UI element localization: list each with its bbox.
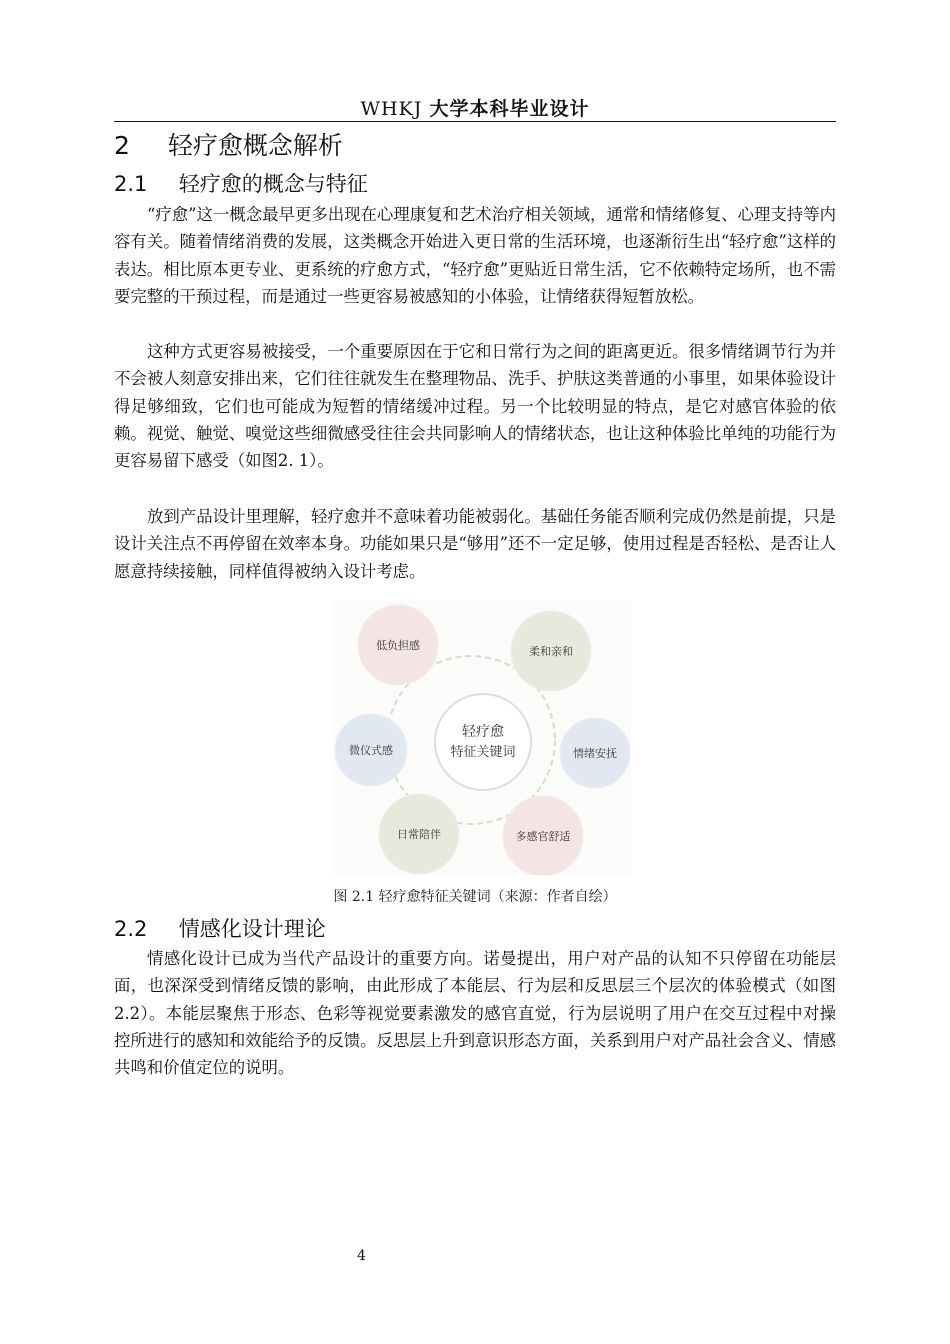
header-title: 大学本科毕业设计 [429, 98, 590, 120]
node-emotion-soothing [560, 718, 630, 788]
node-label: 微仪式感 [349, 744, 393, 757]
keyword-diagram [333, 600, 631, 875]
center-label-line1: 轻疗愈 [462, 724, 504, 740]
figure-keyword-diagram [333, 600, 631, 875]
node-label: 低负担感 [376, 639, 420, 652]
page-number: 4 [357, 1248, 366, 1264]
node-label: 情绪安抚 [573, 747, 617, 760]
header-school-code: WHKJ [360, 98, 423, 120]
chapter-title: 轻疗愈概念解析 [167, 131, 343, 160]
node-soft-friendly [511, 611, 591, 691]
chapter-heading [114, 126, 343, 162]
section-heading-2-1 [114, 168, 368, 198]
chapter-number: 2 [114, 131, 130, 160]
node-micro-ritual [335, 714, 407, 786]
page-header [114, 94, 836, 121]
node-daily-companion [379, 794, 459, 874]
paragraph: 这种方式更容易被接受，一个重要原因在于它和日常行为之间的距离更近。很多情绪调节行为并不会被人刻意安排出来，它们往往就发生在整理物品、洗手、护肤这类普通的小事里，如果体验设计得足够细致，它们也可能成为短暂的情绪缓冲过程。另一个比较明显的特点，是它对感官体验的依赖。视觉、触觉、嗅觉这些细微感受往往会共同影响人的情绪状态，也让这种体验比单纯的功能行为更容易留下感受（如图2. 1）。 [114, 342, 836, 471]
paragraph: 放到产品设计里理解，轻疗愈并不意味着功能被弱化。基础任务能否顺利完成仍然是前提，只是设计关注点不再停留在效率本身。功能如果只是“够用”还不一定足够，使用过程是否轻松、是否让人愿意持续接触，同样值得被纳入设计考虑。 [114, 507, 836, 581]
paragraph: 情感化设计已成为当代产品设计的重要方向。诺曼提出，用户对产品的认知不只停留在功能层面，也深深受到情绪反馈的影响，由此形成了本能层、行为层和反思层三个层次的体验模式（如图 2.2）。本能层聚焦于形态、色彩等视觉要素激发的感官直觉，行为层说明了用户在交互过程中对操控所进行的感知和效能给予的反馈。反思层上升到意识形态方面，关系到用户对产品社会含义、情感共鸣和价值定位的说明。 [114, 949, 836, 1078]
node-multisensory-comfort [503, 796, 583, 875]
paragraph: “疗愈”这一概念最早更多出现在心理康复和艺术治疗相关领域，通常和情绪修复、心理支持等内容有关。随着情绪消费的发展，这类概念开始进入更日常的生活环境，也逐渐衍生出“轻疗愈”这样的表达。相比原本更专业、更系统的疗愈方式，“轻疗愈”更贴近日常生活，它不依赖特定场所，也不需要完整的干预过程，而是通过一些更容易被感知的小体验，让情绪获得短暂放松。 [114, 205, 836, 306]
header-rule [114, 121, 836, 122]
figure-caption: 图 2.1 轻疗愈特征关键词（来源：作者自绘） [333, 889, 617, 905]
center-node [435, 694, 531, 790]
section-number: 2.1 [114, 172, 148, 196]
section-title: 情感化设计理论 [178, 917, 326, 941]
section-number: 2.2 [114, 917, 148, 941]
center-label-line2: 特征关键词 [450, 745, 516, 760]
node-label: 柔和亲和 [529, 645, 573, 658]
section-heading-2-2 [114, 913, 326, 943]
node-label: 日常陪伴 [397, 828, 441, 841]
node-low-burden [358, 605, 438, 685]
section-title: 轻疗愈的概念与特征 [178, 172, 368, 196]
node-label: 多感官舒适 [515, 830, 571, 843]
